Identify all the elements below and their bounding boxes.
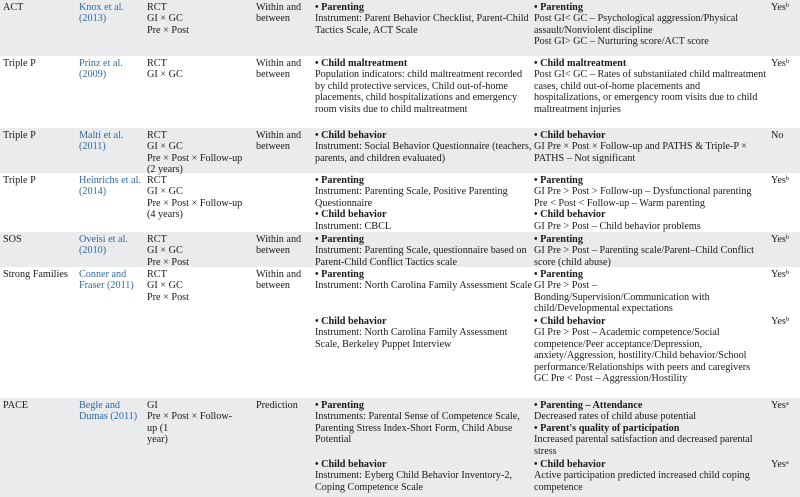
significance-cell: Yes$^b$: [771, 58, 790, 69]
table-row: [0, 232, 800, 267]
results-cell: • Parenting Post GI< GC – Psychological aggression/Physical assault/Nonviolent discipline Post GI> GC – Nurturing score/ACT score: [534, 2, 739, 48]
results-cell: • Parenting – Attendance Decreased rates of child abuse potential • Parent's quality of participation Increased parental satisfaction and decreased parental stress: [534, 400, 753, 457]
significance-cell: Yes$^b$: [771, 269, 790, 280]
measures-cell: • Parenting Instrument: North Carolina Family Assessment Scale: [315, 269, 533, 292]
design-cell: RCT GI × GC Pre × Post: [147, 2, 189, 36]
design-cell: RCT GI × GC: [147, 58, 183, 81]
significance-cell: Yes$^a$: [771, 400, 789, 411]
study-link[interactable]: Heinrichs et al. (2014): [79, 175, 141, 198]
results-cell: • Child behavior GI Pre > Post – Academic competence/Social competence/Peer acceptance/Depression, anxiety/Aggression, hostility/Child behavior/School performance/Relationships with peers and caregivers GC Pre < Post – Aggression/Hostility: [534, 316, 751, 385]
measures-cell: • Child behavior Instrument: Eyberg Child Behavior Inventory-2, Coping Competence Scale: [315, 459, 513, 493]
table-row: [0, 267, 800, 314]
table-row: [0, 314, 800, 398]
significance-cell: Yes$^a$: [771, 459, 789, 470]
design-cell: GI Pre × Post × Follow- up (1 year): [147, 400, 233, 446]
results-cell: • Child behavior GI Pre × Post × Follow-up and PATHS & Triple-P × PATHS – Not significant: [534, 130, 747, 164]
measures-cell: • Child maltreatment Population indicators: child maltreatment recorded by child protective services, Child out-of-home placements, child hospitalizations and emergency room visits due to child maltreatment: [315, 58, 523, 115]
table-row: [0, 457, 800, 497]
study-link[interactable]: Malti et al. (2011): [79, 130, 124, 153]
study-link[interactable]: Oveisi et al. (2010): [79, 234, 128, 257]
results-cell: • Parenting GI Pre > Post – Bonding/Supervision/Communication with child/Developmental expectations: [534, 269, 710, 315]
significance-cell: Yes$^b$: [771, 316, 790, 327]
program-cell: Strong Families: [3, 269, 68, 280]
analysis-cell: Within and between: [256, 269, 302, 292]
analysis-cell: Within and between: [256, 58, 302, 81]
design-cell: RCT GI × GC Pre × Post: [147, 234, 189, 268]
measures-cell: • Parenting Instrument: Parenting Scale, questionnaire based on Parent-Child Conflict Tactics scale: [315, 234, 527, 268]
design-cell: RCT GI × GC Pre × Post: [147, 269, 189, 303]
significance-cell: Yes$^b$: [771, 175, 790, 186]
program-cell: ACT: [3, 2, 24, 13]
results-cell: • Parenting GI Pre > Post – Parenting scale/Parent–Child Conflict score (child abuse): [534, 234, 754, 268]
program-cell: Triple P: [3, 58, 36, 69]
measures-cell: • Child behavior Instrument: Social Behavior Questionnaire (teachers, parents, and children evaluated): [315, 130, 532, 164]
program-cell: Triple P: [3, 175, 36, 186]
study-link[interactable]: Knox et al. (2013): [79, 2, 124, 25]
table-row: [0, 173, 800, 232]
measures-cell: • Child behavior Instrument: North Carolina Family Assessment Scale, Berkeley Puppet Interview: [315, 316, 508, 350]
program-cell: SOS: [3, 234, 22, 245]
significance-cell: No: [771, 130, 784, 141]
analysis-cell: Within and between: [256, 130, 302, 153]
results-cell: • Parenting GI Pre > Post > Follow-up – Dysfunctional parenting Pre < Post < Follow-up – Warm parenting • Child behavior GI Pre > Post – Child behavior problems: [534, 175, 752, 232]
table-row: [0, 128, 800, 176]
program-cell: Triple P: [3, 130, 36, 141]
measures-cell: • Parenting Instrument: Parent Behavior Checklist, Parent-Child Tactics Scale, ACT Scale: [315, 2, 529, 36]
significance-cell: Yes$^b$: [771, 234, 790, 245]
design-cell: RCT GI × GC Pre × Post × Follow-up (4 years): [147, 175, 243, 221]
analysis-cell: Within and between: [256, 2, 302, 25]
analysis-cell: Within and between: [256, 234, 302, 257]
measures-cell: • Parenting Instrument: Parenting Scale, Positive Parenting Questionnaire • Child behavior Instrument: CBCL: [315, 175, 508, 232]
table-row: [0, 56, 800, 128]
study-link[interactable]: Prinz et al. (2009): [79, 58, 123, 81]
results-cell: • Child behavior Active participation predicted increased child coping competence: [534, 459, 750, 493]
design-cell: RCT GI × GC Pre × Post × Follow-up (2 years): [147, 130, 243, 176]
table-row: [0, 398, 800, 457]
table-row: [0, 0, 800, 56]
analysis-cell: Prediction: [256, 400, 298, 411]
measures-cell: • Parenting Instruments: Parental Sense of Competence Scale, Parenting Stress Index-Short Form, Child Abuse Potential: [315, 400, 520, 446]
results-cell: • Child maltreatment Post GI< GC – Rates of substantiated child maltreatment cases, child out-of-home placements and hospitalizations, or emergency room visits due to child maltreatment injuries: [534, 58, 767, 115]
study-link[interactable]: Begle and Dumas (2011): [79, 400, 138, 423]
significance-cell: Yes$^b$: [771, 2, 790, 13]
program-cell: PACE: [3, 400, 29, 411]
study-link[interactable]: Conner and Fraser (2011): [79, 269, 134, 292]
